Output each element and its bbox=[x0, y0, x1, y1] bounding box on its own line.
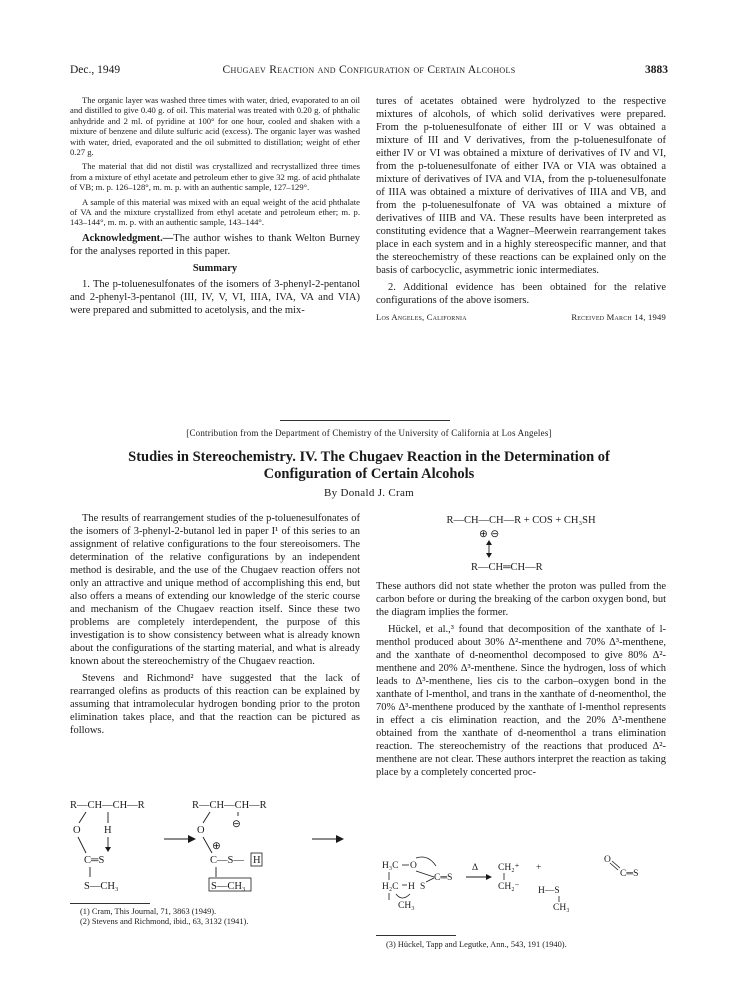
mech-sulfur: S bbox=[420, 882, 426, 892]
footnote-2: (2) Stevens and Richmond, ibid., 63, 3132 (1941). bbox=[80, 917, 249, 927]
header-page-number: 3883 bbox=[645, 64, 668, 76]
summary-point-1: 1. The p-toluenesulfonates of the isomers of 3-phenyl-2-pentanol and 2-phenyl-3-pentanol (III, IV, V, VI, IIIA, IVA, VA and VIA) were prepared and submitted to acetolysis, and the mix- bbox=[70, 278, 360, 316]
body-paragraph-huckel: Hückel, et al.,³ found that decomposition of the xanthate of l-menthol produced about 30% Δ²-menthene and 70% Δ³-menthene, and the xanthate of d-neomenthol decomposed to give 80% Δ²-menthene and 20% Δ³-menthene. Since the hydrogen, loss of which leads to Δ³-menthene, lies cis to the carbon–oxygen bond in the xanthate of l-menthol, and trans in the xanthate of d-neomenthol, the 70% Δ³-menthene produced by the xanthate of l-menthol represents in effect a cis elimination reaction, and the 20% Δ³-menthene obtained from the xanthate of d-neomenthol a trans elimination reaction. The stereochemistry of the reactions that produced Δ²-menthene are not clear. These authors interpret the reaction as taking place by a completely concerted proc- bbox=[376, 624, 666, 778]
contribution-line: [Contribution from the Department of Chemistry of the University of California at Los Angeles] bbox=[186, 428, 552, 438]
header-running-title: Chugaev Reaction and Configuration of Certain Alcohols bbox=[222, 64, 516, 76]
summary-continuation: tures of acetates obtained were hydrolyzed to the respective mixtures of alcohols, of which solid derivatives were prepared. From the p-toluenesulfonate of either III or V was obtained a mixture of III and V derivatives, from the p-toluenesulfonate of either IV or VI was obtained a mixture of derivatives of IV and VI, from the p-toluenesulfonate of either IVA or VIA was obtained a mixture of derivatives of IVA and VIA, from the p-toluenesulfonate of IIIA was obtained a mixture of derivatives of IIIA and VB, and from the p-toluenesulfonate of VA was obtained a mixture of derivatives of IIIB and VA. These results have been interpreted as constituting evidence that a Wagner–Meerwein rearrangement takes place in each system and in a highly stereospecific manner, and that the stereochemistry of these reactions can be explained only on the basis of carbocyclic, asymmetric ionic intermediates. bbox=[376, 96, 666, 276]
left-top-column bbox=[70, 95, 360, 321]
mech-thiocarbonyl: C═S bbox=[434, 873, 453, 883]
summary-heading: Summary bbox=[192, 262, 238, 274]
mech-carbonyl-sulfide: C═S bbox=[620, 869, 639, 879]
intro-paragraph-2: Stevens and Richmond² have suggested that the lack of rearranged olefins as products of this reaction can be explained by assuming that intramolecular hydrogen bonding prior to the proton elimination takes place, and that the reaction can be pictured as follows. bbox=[70, 673, 360, 736]
mech-carbonyl-oxygen: O bbox=[604, 855, 611, 865]
section-divider bbox=[280, 420, 450, 421]
scheme-thiocarbonyl-1: C═S bbox=[84, 855, 105, 866]
mech-methyl: CH₃ bbox=[398, 901, 415, 911]
acknowledgment-text: The author wishes to thank Welton Burney for the analyses reported in this paper. bbox=[70, 232, 360, 257]
mech-oxygen: O bbox=[410, 861, 417, 871]
mech-h2c: H₂C bbox=[382, 882, 399, 892]
concerted-mechanism-scheme bbox=[376, 852, 668, 912]
header-date: Dec., 1949 bbox=[70, 64, 121, 76]
right-top-column bbox=[376, 95, 666, 324]
footnotes-left bbox=[80, 907, 360, 928]
elimination-products-scheme bbox=[376, 512, 666, 576]
scheme-plus-charge: ⊕ bbox=[212, 841, 221, 852]
footnotes-right bbox=[386, 940, 666, 950]
footnote-1: (1) Cram, This Journal, 71, 3863 (1949). bbox=[80, 907, 217, 916]
mech-hs: H—S bbox=[538, 886, 560, 896]
article-title-line-2: Configuration of Certain Alcohols bbox=[263, 466, 475, 482]
footnote-rule-left bbox=[70, 903, 150, 904]
running-header bbox=[70, 64, 668, 80]
scheme-chain-1: R—CH—CH—R bbox=[70, 800, 145, 811]
scheme-minus-charge: ⊖ bbox=[232, 819, 241, 830]
scheme-charges: ⊕ ⊖ bbox=[479, 529, 500, 540]
scheme-olefin-line: R—CH═CH—R bbox=[471, 562, 543, 573]
right-body-column bbox=[376, 580, 666, 783]
footnote-3: (3) Hückel, Tapp and Legutke, Ann., 543, 191 (1940). bbox=[386, 940, 567, 949]
signoff-line bbox=[376, 311, 666, 324]
scheme-thiomethyl-1: S—CH₃ bbox=[84, 881, 119, 892]
intro-paragraph-1: The results of rearrangement studies of the p-toluenesulfonates of the isomers of 3-phenyl-2-butanol led in paper I¹ of this series to an assignment of relative configurations to the four stereoisomers. The determination of the relative configurations by an independent method is desirable, and the use of the Chugaev reaction offers not only an attractive and unique method of accomplishing this end, but also offers a means of extending our knowledge of the steric course and mechanism of the Chugaev reaction itself. Since these two problems are completely interdependent, the purpose of this investigation is to show consistency between what is already known about the configurations of the starting material, and what is already known about the stereochemistry of the Chugaev reaction. bbox=[70, 513, 360, 667]
scheme-oxygen-1: O bbox=[73, 825, 81, 836]
scheme-thiocarbonyl-2: C—S— bbox=[210, 855, 244, 866]
stevens-richmond-scheme bbox=[70, 797, 360, 897]
experimental-paragraph-2: The material that did not distil was crystallized and recrystallized three times from a mixture of ethyl acetate and petroleum ether to give 32 mg. of acid phthalate of VB; m. p. 126–128°, m. m. p. with an authentic sample, 127–129°. bbox=[70, 161, 360, 193]
mech-ch2-minus: CH₂⁻ bbox=[498, 882, 520, 892]
acknowledgment-heading: Acknowledgment.— bbox=[82, 232, 174, 244]
scheme-products-line: R—CH—CH—R + COS + CH₃SH bbox=[446, 515, 596, 526]
mech-ch2-plus: CH₂⁺ bbox=[498, 863, 520, 873]
mech-hydrogen: H bbox=[408, 882, 415, 892]
scheme-oxygen-2: O bbox=[197, 825, 205, 836]
signoff-received: Received March 14, 1949 bbox=[571, 312, 666, 322]
scheme-thiomethyl-2: S—CH₃ bbox=[211, 881, 246, 892]
scheme-hydrogen-1: H bbox=[104, 825, 112, 836]
summary-point-2: 2. Additional evidence has been obtained for the relative configurations of the above isomers. bbox=[376, 282, 666, 306]
body-paragraph-proton: These authors did not state whether the proton was pulled from the carbon before or during the breaking of the carbon oxygen bond, but the diagram implies the former. bbox=[376, 581, 666, 618]
acknowledgment-paragraph bbox=[70, 232, 360, 258]
signoff-location: Los Angeles, California bbox=[376, 312, 467, 322]
scheme-hydrogen-2: H bbox=[253, 855, 261, 866]
mech-plus-sign: + bbox=[536, 863, 542, 873]
author-byline: By Donald J. Cram bbox=[323, 487, 415, 499]
experimental-paragraph-3: A sample of this material was mixed with an equal weight of the acid phthalate of VA and the mixture crystallized from ethyl acetate and petroleum ether; m. p. 143–144°, m. m. p. with an authentic sample, 143–144°. bbox=[70, 196, 360, 228]
footnote-rule-right bbox=[376, 935, 456, 936]
mech-h3c: H₃C bbox=[382, 861, 399, 871]
article-title-line-1: Studies in Stereochemistry. IV. The Chugaev Reaction in the Determination of bbox=[128, 449, 610, 465]
left-body-column bbox=[70, 512, 360, 741]
mech-methyl-b: CH₃ bbox=[553, 903, 570, 912]
mech-delta: Δ bbox=[472, 863, 479, 873]
article-title bbox=[70, 449, 668, 483]
experimental-paragraph-1: The organic layer was washed three times with water, dried, evaporated to an oil and distilled to give 0.40 g. of oil. This material was treated with 0.20 g. of phthalic anhydride and 2 ml. of pyridine at 100° for one hour, cooled and shaken with a mixture of benzene and dilute sulfuric acid (excess). The organic layer was washed with water, dried, evaporated and the oil submitted to distillation; weight of ether 0.27 g. bbox=[70, 95, 360, 158]
scheme-chain-2: R—CH—CH—R bbox=[192, 800, 267, 811]
